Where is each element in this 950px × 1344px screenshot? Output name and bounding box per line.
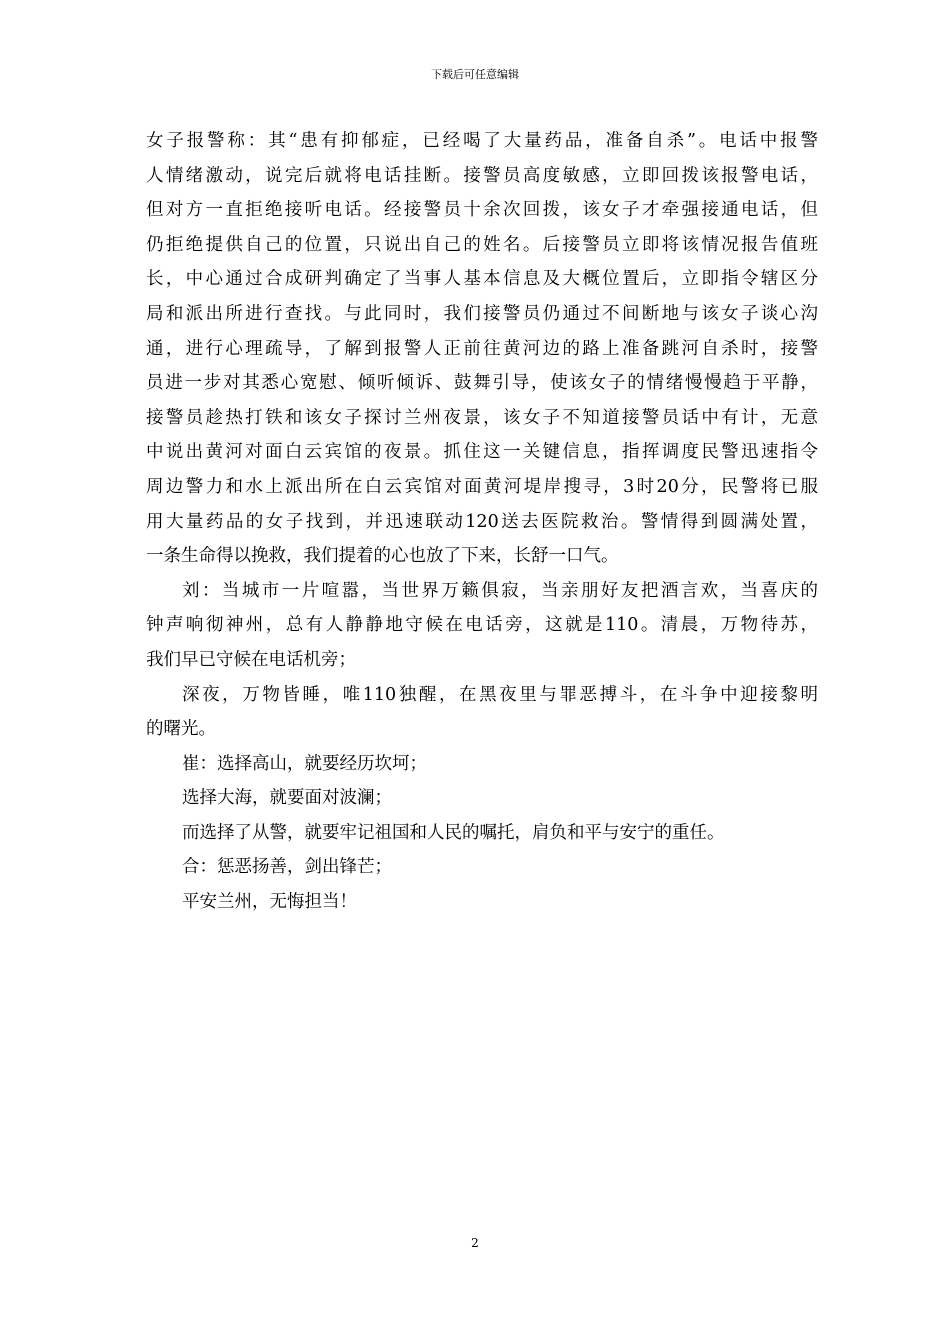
text-line: 深夜，万物皆睡，唯110独醒，在黑夜里与罪恶搏斗，在斗争中迎接黎明: [182, 684, 818, 705]
page-header: 下载后可任意编辑: [431, 68, 519, 81]
text-line: 通，进行心理疏导，了解到报警人正前往黄河边的路上准备跳河自杀时，接警: [146, 338, 818, 359]
text-line: 而选择了从警，就要牢记祖国和人民的嘱托，肩负和平与安宁的重任。: [182, 822, 725, 843]
text-line: 但对方一直拒绝接听电话。经接警员十余次回拨，该女子才牵强接通电话，但: [146, 200, 818, 221]
text-line: 周边警力和水上派出所在白云宾馆对面黄河堤岸搜寻，3时20分，民警将已服: [146, 476, 818, 497]
text-line: 员进一步对其悉心宽慰、倾听倾诉、鼓舞引导，使该女子的情绪慢慢趋于平静，: [146, 373, 818, 394]
text-line: 人情绪激动，说完后就将电话挂断。接警员高度敏感，立即回拨该报警电话，: [146, 165, 818, 186]
text-line: 用大量药品的女子找到，并迅速联动120送去医院救治。警情得到圆满处置，: [146, 511, 818, 532]
text-line: 选择大海，就要面对波澜；: [182, 788, 392, 809]
text-line: 长，中心通过合成研判确定了当事人基本信息及大概位置后，立即指令辖区分: [146, 269, 818, 290]
text-line: 中说出黄河对面白云宾馆的夜景。抓住这一关键信息，指挥调度民警迅速指令: [146, 442, 818, 463]
document-body: [146, 124, 818, 920]
text-line: 局和派出所进行查找。与此同时，我们接警员仍通过不间断地与该女子谈心沟: [146, 303, 818, 324]
text-line: 一条生命得以挽救，我们提着的心也放了下来，长舒一口气。: [146, 546, 619, 567]
text-line: 平安兰州，无悔担当！: [182, 892, 357, 913]
text-line: 崔：选择高山，就要经历坎坷；: [182, 753, 427, 774]
text-line: 刘：当城市一片喧嚣，当世界万籁俱寂，当亲朋好友把酒言欢，当喜庆的: [182, 580, 818, 601]
text-line: 接警员趁热打铁和该女子探讨兰州夜景，该女子不知道接警员话中有计，无意: [146, 407, 818, 428]
page-number: 2: [471, 1236, 479, 1250]
text-line: 钟声响彻神州，总有人静静地守候在电话旁，这就是110。清晨，万物待苏，: [146, 615, 818, 636]
text-line: 的曙光。: [146, 719, 216, 740]
text-line: 仍拒绝提供自己的位置，只说出自己的姓名。后接警员立即将该情况报告值班: [146, 234, 818, 255]
text-line: 女子报警称：其“患有抑郁症，已经喝了大量药品，准备自杀”。电话中报警: [146, 131, 818, 151]
text-line: 我们早已守候在电话机旁；: [146, 649, 356, 670]
text-line: 合：惩恶扬善，剑出锋芒；: [182, 857, 392, 878]
